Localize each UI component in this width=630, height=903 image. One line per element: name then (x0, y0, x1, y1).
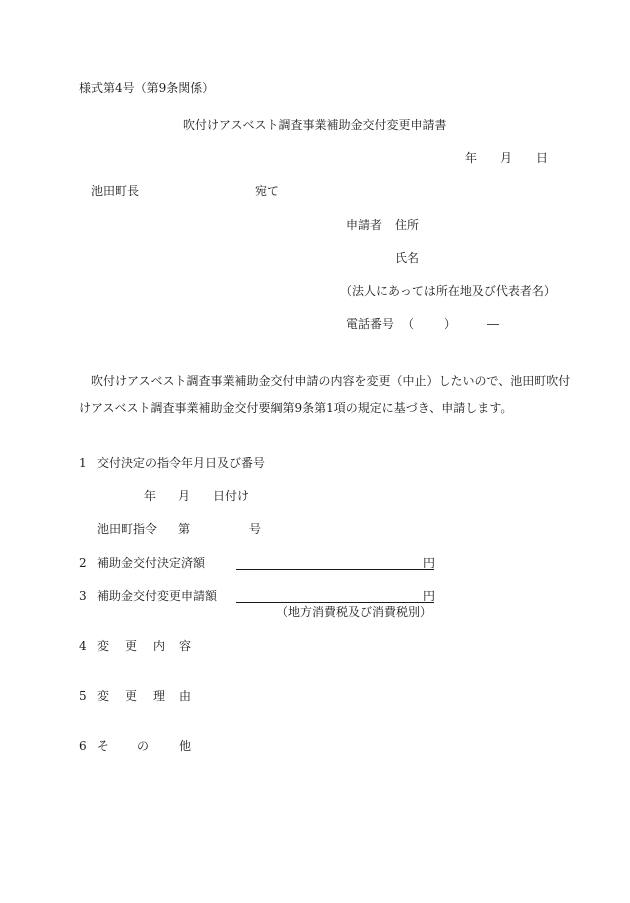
item-1-order-prefix: 池田町指令 (97, 522, 158, 536)
item-5-number: 5 (79, 689, 87, 703)
date-day: 日 (536, 151, 549, 165)
item-5-label-char-4: 由 (179, 689, 192, 703)
item-2-label: 補助金交付決定済額 (97, 556, 206, 570)
item-3-label: 補助金交付変更申請額 (97, 589, 218, 603)
item-1-month: 月 (178, 489, 191, 503)
form-number: 様式第4号（第9条関係） (79, 81, 215, 95)
item-1-label: 交付決定の指令年月日及び番号 (97, 456, 266, 470)
item-6-label-char-1: そ (97, 739, 110, 753)
item-3-number: 3 (79, 589, 87, 603)
applicant-phone-open: （ (402, 317, 415, 331)
applicant-phone-close: ） (444, 317, 457, 331)
body-line-1: 吹付けアスベスト調査事業補助金交付申請の内容を変更（中止）したいので、池田町吹付 (91, 374, 571, 388)
document-title: 吹付けアスベスト調査事業補助金交付変更申請書 (183, 118, 447, 132)
date-month: 月 (500, 151, 513, 165)
item-6-label-char-3: 他 (179, 739, 192, 753)
applicant-phone-dash: ― (487, 317, 499, 331)
applicant-address-label: 住所 (395, 218, 420, 232)
item-1-date-suffix: 日付け (213, 489, 250, 503)
item-1-order-dai: 第 (178, 522, 191, 536)
item-6-number: 6 (79, 739, 87, 753)
item-5-label-char-1: 変 (97, 689, 110, 703)
addressee-suffix: 宛て (255, 184, 280, 198)
item-3-amount-line (236, 602, 434, 603)
item-1-number: 1 (79, 456, 87, 470)
applicant-name-label: 氏名 (395, 251, 420, 265)
item-4-label-char-3: 内 (153, 639, 166, 653)
item-4-label-char-4: 容 (179, 639, 192, 653)
date-year: 年 (465, 151, 478, 165)
body-line-2: けアスベスト調査事業補助金交付要綱第9条第1項の規定に基づき、申請します。 (79, 401, 513, 415)
item-5-label-char-3: 理 (153, 689, 166, 703)
applicant-label: 申請者 (346, 218, 383, 232)
item-6-label-char-2: の (137, 739, 150, 753)
item-2-unit: 円 (423, 556, 436, 570)
applicant-corporate-note: （法人にあっては所在地及び代表者名） (340, 284, 556, 298)
item-4-label-char-1: 変 (97, 639, 110, 653)
item-5-label-char-2: 更 (125, 689, 138, 703)
item-1-order-go: 号 (249, 522, 262, 536)
addressee-name: 池田町長 (91, 184, 140, 198)
item-3-unit: 円 (423, 589, 436, 603)
item-4-number: 4 (79, 639, 87, 653)
item-4-label-char-2: 更 (125, 639, 138, 653)
applicant-phone-label: 電話番号 (346, 317, 395, 331)
item-2-number: 2 (79, 556, 87, 570)
item-3-tax-note: （地方消費税及び消費税別） (276, 605, 433, 619)
item-1-year: 年 (144, 489, 157, 503)
item-2-amount-line (236, 569, 434, 570)
